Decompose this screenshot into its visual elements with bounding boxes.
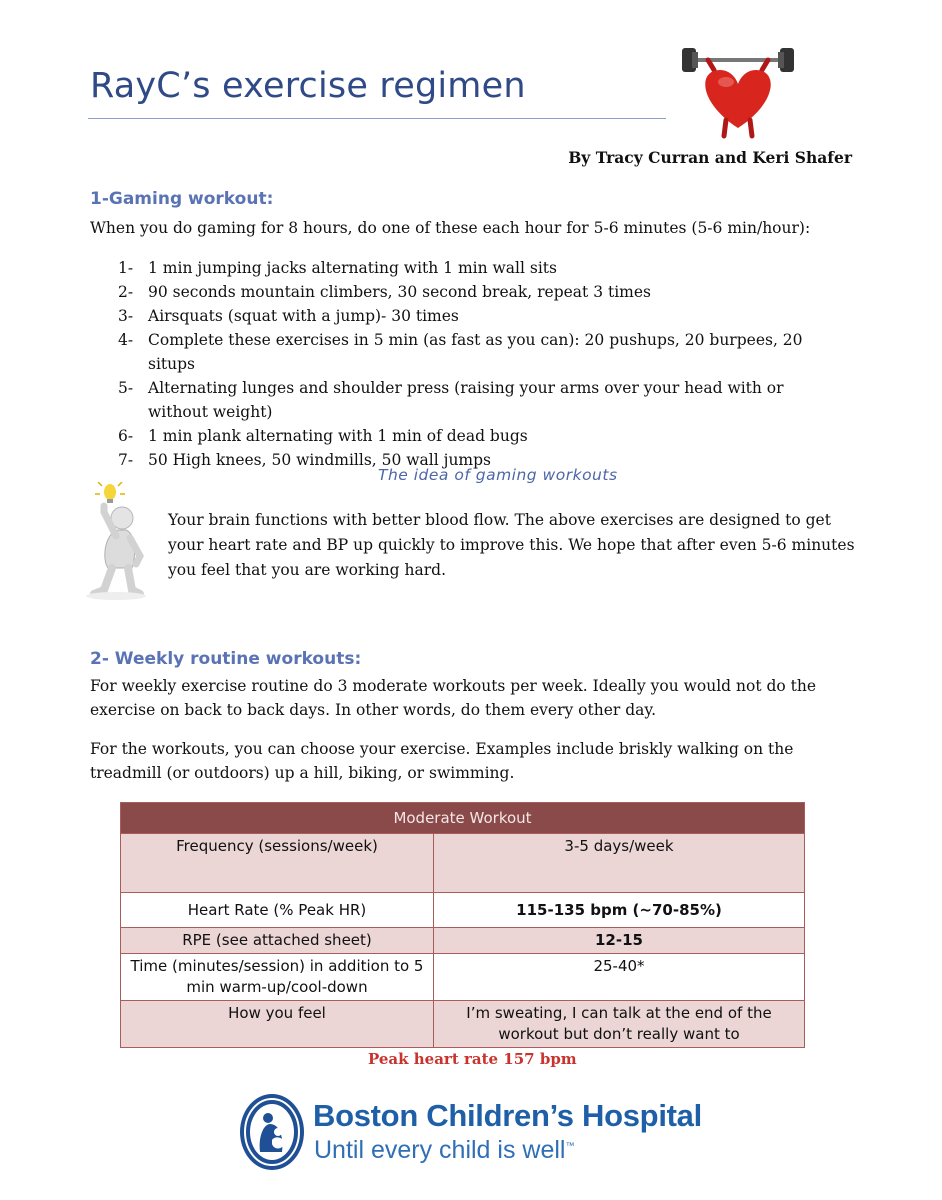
list-number: 2- — [118, 283, 134, 301]
list-item — [118, 424, 848, 448]
list-number: 5- — [118, 379, 134, 397]
weekly-para-2: For the workouts, you can choose your exercise. Examples include briskly walking on the treadmill (or outdoors) up a hill, biking, or swimming. — [90, 740, 794, 782]
list-text: 90 seconds mountain climbers, 30 second break, repeat 3 times — [148, 283, 652, 301]
list-text: 1 min plank alternating with 1 min of dead bugs — [148, 427, 528, 445]
list-item — [118, 280, 848, 304]
gaming-intro: When you do gaming for 8 hours, do one of these each hour for 5-6 minutes (5-6 min/hour): — [90, 219, 811, 237]
row-label: RPE (see attached sheet) — [121, 928, 434, 954]
hospital-seal-icon — [238, 1092, 306, 1172]
list-text: Alternating lunges and shoulder press (raising your arms over your head with or without weight) — [148, 379, 784, 421]
list-item — [118, 256, 848, 280]
list-item — [118, 376, 848, 424]
figure-lightbulb-icon — [74, 482, 156, 602]
list-item — [118, 328, 848, 376]
list-text: 1 min jumping jacks alternating with 1 min wall sits — [148, 259, 557, 277]
list-number: 4- — [118, 331, 134, 349]
list-number: 6- — [118, 427, 134, 445]
row-value: 12-15 — [434, 928, 805, 954]
tagline-text: Until every child is well — [314, 1136, 566, 1164]
row-label: Frequency (sessions/week) — [121, 834, 434, 893]
row-value: I’m sweating, I can talk at the end of the workout but don’t really want to — [434, 1001, 805, 1048]
section-heading-weekly: 2- Weekly routine workouts: — [90, 649, 362, 669]
hospital-tagline — [314, 1136, 574, 1165]
list-number: 7- — [118, 451, 134, 469]
table-row — [121, 954, 805, 1001]
gaming-exercise-list — [118, 256, 848, 472]
row-value: 25-40* — [434, 954, 805, 1001]
idea-caption: The idea of gaming workouts — [378, 466, 618, 484]
list-text: Airsquats (squat with a jump)- 30 times — [148, 307, 459, 325]
row-value: 3-5 days/week — [434, 834, 805, 893]
table-row — [121, 928, 805, 954]
section-heading-gaming: 1-Gaming workout: — [90, 189, 274, 209]
table-row — [121, 1001, 805, 1048]
list-number: 1- — [118, 259, 134, 277]
list-number: 3- — [118, 307, 134, 325]
trademark: ™ — [565, 1140, 575, 1151]
row-label: Time (minutes/session) in addition to 5 min warm-up/cool-down — [121, 954, 434, 1001]
heart-lifting-barbell-icon — [678, 40, 798, 140]
table-row — [121, 893, 805, 928]
byline: By Tracy Curran and Keri Shafer — [568, 148, 852, 167]
hospital-name: Boston Children’s Hospital — [313, 1098, 702, 1133]
row-label: Heart Rate (% Peak HR) — [121, 893, 434, 928]
moderate-workout-table — [120, 802, 805, 1048]
title-underline — [88, 118, 666, 119]
list-text: Complete these exercises in 5 min (as fast as you can): 20 pushups, 20 burpees, 20 situps — [148, 331, 803, 373]
row-label: How you feel — [121, 1001, 434, 1048]
table-row — [121, 834, 805, 893]
weekly-para-1: For weekly exercise routine do 3 moderate workouts per week. Ideally you would not do the exercise on back to back days. In other words, do them every other day. — [90, 677, 817, 719]
idea-text: Your brain functions with better blood flow. The above exercises are designed to get your heart rate and BP up quickly to improve this. We hope that after even 5-6 minutes you feel that you are working hard. — [168, 511, 855, 579]
list-item — [118, 304, 848, 328]
row-value: 115-135 bpm (~70-85%) — [434, 893, 805, 928]
peak-heart-rate-note: Peak heart rate 157 bpm — [368, 1050, 577, 1068]
page-title: RayC’s exercise regimen — [90, 66, 526, 106]
list-text: 50 High knees, 50 windmills, 50 wall jumps — [148, 451, 492, 469]
table-header: Moderate Workout — [121, 803, 805, 834]
